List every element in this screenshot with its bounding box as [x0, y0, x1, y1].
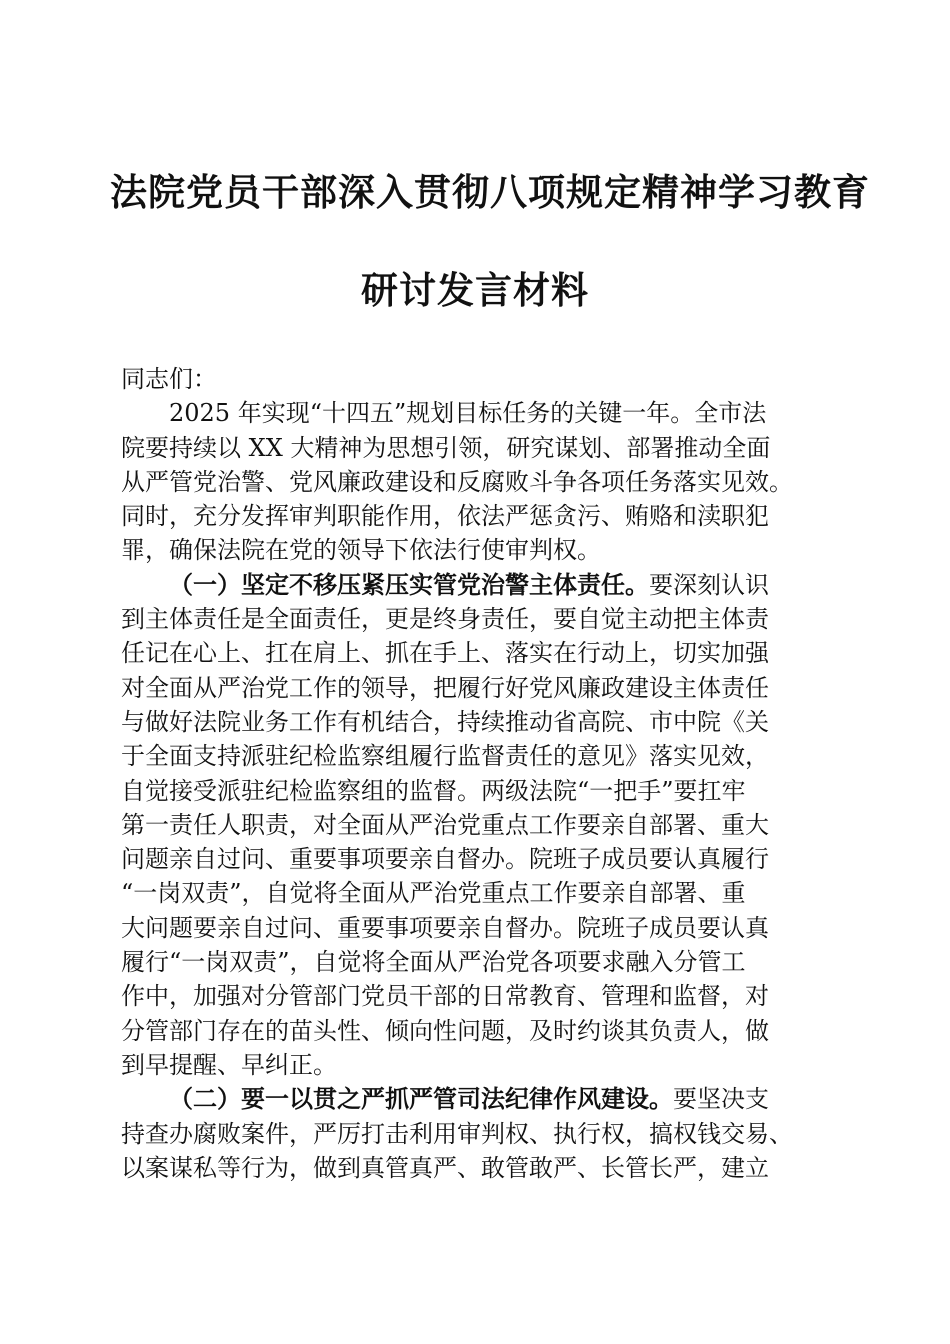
paragraph-line: 从严管党治警、党风廉政建设和反腐败斗争各项任务落实见效。 [121, 467, 793, 496]
paragraph-line: 罪，确保法院在党的领导下依法行使审判权。 [121, 536, 601, 565]
paragraph-line: 持查办腐败案件，严厉打击利用审判权、执行权，搞权钱交易、 [121, 1119, 793, 1148]
paragraph-line: 分管部门存在的苗头性、倾向性问题，及时约谈其负责人，做 [121, 1016, 769, 1045]
salutation: 同志们： [121, 365, 217, 393]
paragraph-line: 自觉接受派驻纪检监察组的监督。两级法院“一把手”要扛牢 [121, 776, 746, 805]
paragraph-line: 以案谋私等行为，做到真管真严、敢管敢严、长管长严，建立 [121, 1153, 769, 1182]
document-body [121, 362, 826, 1185]
section-1-first-line [121, 568, 826, 602]
section-2-first-line [121, 1082, 826, 1116]
document-title-line-1: 法院党员干部深入贯彻八项规定精神学习教育 [110, 170, 870, 214]
paragraph-line: 问题亲自过问、重要事项要亲自督办。院班子成员要认真履行 [121, 845, 769, 874]
paragraph-line: 到主体责任是全面责任，更是终身责任，要自觉主动把主体责 [121, 605, 769, 634]
paragraph-line: 与做好法院业务工作有机结合，持续推动省高院、市中院《关 [121, 707, 769, 736]
section-2-lead-text: 要坚决支 [673, 1085, 769, 1114]
paragraph-line: “一岗双责”，自觉将全面从严治党重点工作要亲自部署、重 [121, 879, 746, 908]
document-title-line-2: 研讨发言材料 [361, 268, 589, 312]
paragraph-line: 第一责任人职责，对全面从严治党重点工作要亲自部署、重大 [121, 810, 769, 839]
paragraph-line: 大问题要亲自过问、重要事项要亲自督办。院班子成员要认真 [121, 913, 769, 942]
section-1-heading: （一）坚定不移压紧压实管党治警主体责任。 [169, 569, 649, 599]
section-1-lead-text: 要深刻认识 [649, 570, 769, 599]
paragraph-line: 同时，充分发挥审判职能作用，依法严惩贪污、贿赂和渎职犯 [121, 502, 769, 531]
paragraph-line: 作中，加强对分管部门党员干部的日常教育、管理和监督，对 [121, 982, 769, 1011]
paragraph-line: 2025 年实现“十四五”规划目标任务的关键一年。全市法 [169, 399, 767, 428]
paragraph-line: 任记在心上、扛在肩上、抓在手上、落实在行动上，切实加强 [121, 639, 769, 668]
paragraph-line: 履行“一岗双责”，自觉将全面从严治党各项要求融入分管工 [121, 948, 746, 977]
paragraph-line: 院要持续以 XX 大精神为思想引领，研究谋划、部署推动全面 [121, 433, 771, 462]
section-2-heading: （二）要一以贯之严抓严管司法纪律作风建设。 [169, 1084, 673, 1114]
paragraph-line: 到早提醒、早纠正。 [121, 1050, 337, 1079]
paragraph-line: 对全面从严治党工作的领导，把履行好党风廉政建设主体责任 [121, 673, 769, 702]
paragraph-line: 于全面支持派驻纪检监察组履行监督责任的意见》落实见效， [121, 742, 769, 771]
